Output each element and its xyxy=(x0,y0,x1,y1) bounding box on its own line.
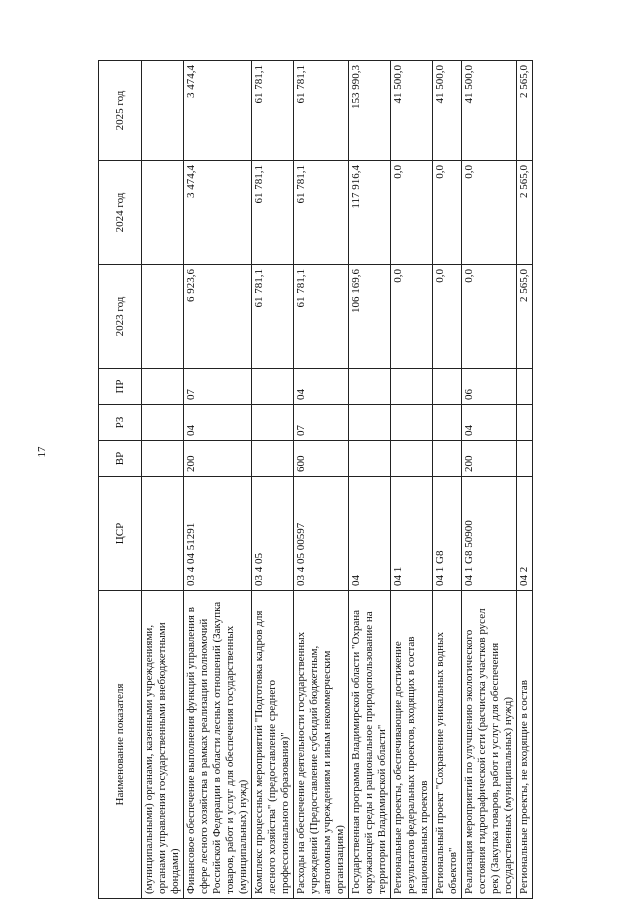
header-2024: 2024 год xyxy=(99,161,142,265)
row-vr xyxy=(252,441,294,477)
page-number: 17 xyxy=(36,446,48,458)
row-rz xyxy=(391,405,433,441)
row-rz xyxy=(517,405,533,441)
row-name: Региональные проекты, не входящие в состав xyxy=(517,591,533,899)
row-2024: 117 916,4 xyxy=(349,161,391,265)
header-pr: ПР xyxy=(99,369,142,405)
row-rz xyxy=(252,405,294,441)
row-2024: 2 565,0 xyxy=(517,161,533,265)
row-2025: 41 500,0 xyxy=(462,61,517,161)
row-rz: 04 xyxy=(184,405,252,441)
row-csr: 04 1 xyxy=(391,477,433,591)
header-2025: 2025 год xyxy=(99,61,142,161)
row-pr: 07 xyxy=(184,369,252,405)
row-2023: 2 565,0 xyxy=(517,265,533,369)
row-vr xyxy=(391,441,433,477)
row-rz: 07 xyxy=(294,405,349,441)
row-vr xyxy=(142,441,184,477)
row-rz xyxy=(433,405,462,441)
row-2023: 0,0 xyxy=(391,265,433,369)
row-2023: 106 169,6 xyxy=(349,265,391,369)
row-name: Региональные проекты, обеспечивающие достижение результатов федеральных проектов, входящих в состав национальных проектов xyxy=(391,591,433,899)
row-name: (муниципальными) органами, казенными учреждениями, органами управления государственными внебюджетными фондами) xyxy=(142,591,184,899)
row-name: Комплекс процессных мероприятий "Подготовка кадров для лесного хозяйства" (предоставление среднего профессионального образования)" xyxy=(252,591,294,899)
row-csr: 03 4 05 00597 xyxy=(294,477,349,591)
table-row xyxy=(462,61,517,899)
table-row xyxy=(142,61,184,899)
row-2023: 0,0 xyxy=(462,265,517,369)
row-2025: 153 990,3 xyxy=(349,61,391,161)
header-2023: 2023 год xyxy=(99,265,142,369)
row-2025 xyxy=(142,61,184,161)
row-vr xyxy=(433,441,462,477)
table-row xyxy=(517,61,533,899)
row-name: Региональный проект "Сохранение уникальных водных объектов" xyxy=(433,591,462,899)
header-csr: ЦСР xyxy=(99,477,142,591)
row-rz xyxy=(142,405,184,441)
table-row xyxy=(184,61,252,899)
row-vr: 200 xyxy=(462,441,517,477)
row-rz xyxy=(349,405,391,441)
row-2025: 3 474,4 xyxy=(184,61,252,161)
row-2024: 0,0 xyxy=(462,161,517,265)
row-2023: 6 923,6 xyxy=(184,265,252,369)
row-rz: 04 xyxy=(462,405,517,441)
row-vr: 200 xyxy=(184,441,252,477)
table-header-row xyxy=(99,61,142,899)
row-2025: 41 500,0 xyxy=(433,61,462,161)
row-pr xyxy=(433,369,462,405)
table-row xyxy=(349,61,391,899)
row-pr xyxy=(142,369,184,405)
row-csr: 04 xyxy=(349,477,391,591)
table-row xyxy=(252,61,294,899)
row-name: Финансовое обеспечение выполнения функций управления в сфере лесного хозяйства в рамках реализации полномочий Российской Федерации в области лесных отношений (Закупка товаров, работ и услуг для обеспечения государственных (муниципальных) нужд) xyxy=(184,591,252,899)
row-2024 xyxy=(142,161,184,265)
row-name: Государственная программа Владимирской области "Охрана окружающей среды и рациональное природопользование на территории Владимирской области" xyxy=(349,591,391,899)
row-name: Расходы на обеспечение деятельности государственных учреждений (Предоставление субсидий бюджетным, автономным учреждениям и иным некоммерческим организациям) xyxy=(294,591,349,899)
row-vr xyxy=(517,441,533,477)
row-pr xyxy=(252,369,294,405)
row-pr xyxy=(391,369,433,405)
header-vr: ВР xyxy=(99,441,142,477)
row-csr xyxy=(142,477,184,591)
row-vr xyxy=(349,441,391,477)
row-2024: 61 781,1 xyxy=(294,161,349,265)
row-2023: 61 781,1 xyxy=(294,265,349,369)
row-vr: 600 xyxy=(294,441,349,477)
row-csr: 03 4 04 51291 xyxy=(184,477,252,591)
row-2025: 2 565,0 xyxy=(517,61,533,161)
budget-table xyxy=(98,60,533,899)
row-csr: 04 1 G8 50900 xyxy=(462,477,517,591)
row-csr: 04 1 G8 xyxy=(433,477,462,591)
row-2023: 61 781,1 xyxy=(252,265,294,369)
table-row xyxy=(391,61,433,899)
row-2024: 61 781,1 xyxy=(252,161,294,265)
table-row xyxy=(433,61,462,899)
row-csr: 03 4 05 xyxy=(252,477,294,591)
row-2024: 0,0 xyxy=(433,161,462,265)
row-2023 xyxy=(142,265,184,369)
table-row xyxy=(294,61,349,899)
row-2024: 3 474,4 xyxy=(184,161,252,265)
row-2025: 61 781,1 xyxy=(252,61,294,161)
row-csr: 04 2 xyxy=(517,477,533,591)
row-name: Реализация мероприятий по улучшению экологического состояния гидрографической сети (расчистка участков русел рек) (Закупка товаров, работ и услуг для обеспечения государственных (муниципальных) нужд) xyxy=(462,591,517,899)
row-pr xyxy=(349,369,391,405)
row-2024: 0,0 xyxy=(391,161,433,265)
row-pr xyxy=(517,369,533,405)
header-name: Наименование показателя xyxy=(99,591,142,899)
row-2025: 61 781,1 xyxy=(294,61,349,161)
row-pr: 04 xyxy=(294,369,349,405)
header-rz: РЗ xyxy=(99,405,142,441)
row-2023: 0,0 xyxy=(433,265,462,369)
row-pr: 06 xyxy=(462,369,517,405)
row-2025: 41 500,0 xyxy=(391,61,433,161)
